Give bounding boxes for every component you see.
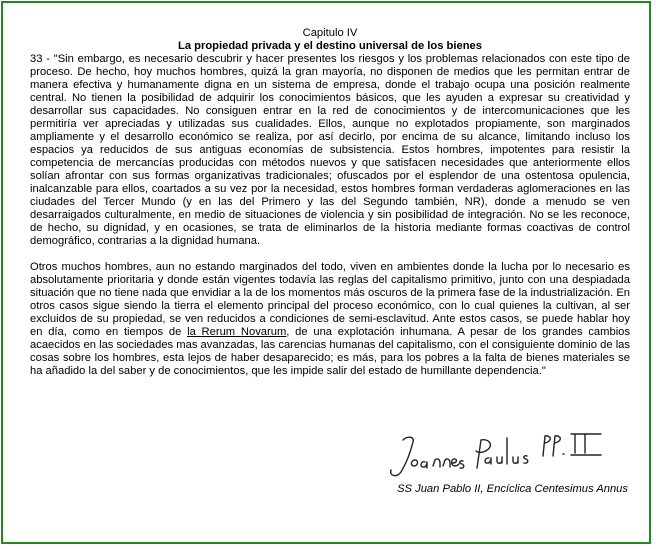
chapter-heading: Capitulo IV — [302, 27, 358, 39]
paragraph-2-part-1: Otros muchos hombres, aun no estando marginados del todo, viven en ambientes donde la lucha por lo necesario es absolutamente prioritaria y donde están vigentes todavía las reglas del capitalismo primitivo, junto con una despiadada situación que no tiene nada que envidiar a la de los momentos más oscuros de la primera fase de la industrialización. En otros casos sigue siendo la tierra el elemento principal del proceso económico, con lo cual quienes la cultivan, al ser excluidos de su propiedad, se ven reducidos a condiciones de semi-esclavitud. Ante estos casos, se puede hablar hoy en día, como en tiempos de — [30, 261, 630, 338]
paragraph-2 — [30, 261, 630, 378]
paragraph-1: 33 - "Sin embargo, es necesario descubrir y hacer presentes los riesgos y los problemas relacionados con este tipo de proceso. De hecho, hoy muchos hombres, quizá la gran mayoría, no disponen de medios que les permitan entrar de manera efectiva y humanamente digna en un sistema de empresa, donde el trabajo ocupa una posición realmente central. No tienen la posibilidad de adquirir los conocimientos básicos, que les ayuden a expresar su creatividad y desarrollar sus capacidades. No consiguen entrar en la red de conocimientos y de intercomunicaciones que les permitiría ver apreciadas y utilizadas sus cualidades. Ellos, aunque no explotados propiamente, son marginados ampliamente y el desarrollo económico se realiza, por así decirlo, por encima de su alcance, limitando incluso los espacios ya reducidos de sus antiguas economías de subsistencia. Estos hombres, impotentes para resistir la competencia de mercancías producidas con métodos nuevos y que satisfacen necesidades que anteriormente ellos solían afrontar con sus formas organizativas tradicionales; ofuscados por el esplendor de una ostentosa opulencia, inalcanzable para ellos, coartados a su vez por la necesidad, estos hombres forman verdaderas aglomeraciones en las ciudades del Tercer Mundo (y en las del Primero y las del Segundo también, NR), donde a menudo se ven desarraigados culturalmente, en medio de situaciones de violencia y sin posibilidad de integración. No se les reconoce, de hecho, su dignidad, y en ocasiones, se trata de eliminarlos de la historia mediante formas coactivas de control demográfico, contrarias a la dignidad humana. — [30, 53, 630, 247]
handwritten-signature — [385, 428, 625, 478]
chapter-title: La propiedad privada y el destino universal de los bienes — [177, 40, 483, 52]
signature-caption: SS Juan Pablo II, Encíclica Centesimus Annus — [397, 483, 628, 495]
rerum-novarum-link[interactable]: la Rerum Novarum — [187, 326, 287, 338]
document-body — [30, 27, 630, 378]
paragraph-2-part-2: , de una explotación inhumana. A pesar de los grandes cambios acaecidos en las sociedades mas avanzadas, las carencias humanas del capitalismo, con el consiguiente dominio de las cosas sobre los hombres, esta lejos de haber desaparecido; es más, para los pobres a la falta de bienes materiales se ha añadido la del saber y de conocimientos, que les impide salir del estado de humillante dependencia." — [30, 326, 630, 377]
